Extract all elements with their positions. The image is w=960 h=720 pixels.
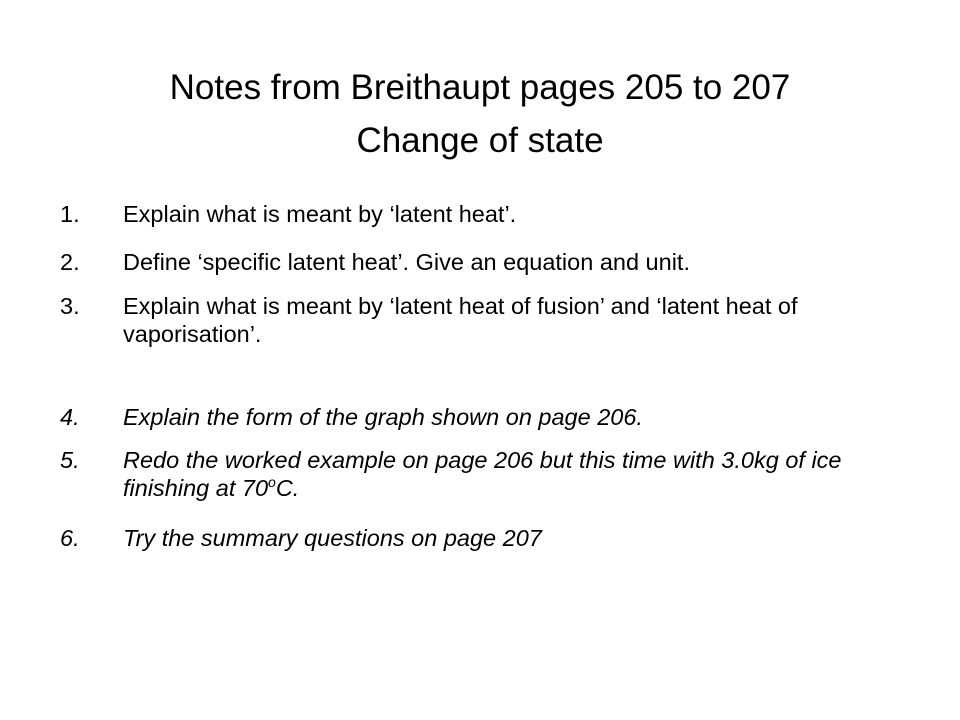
list-item	[60, 446, 920, 502]
item-text: Explain what is meant by ‘latent heat of fusion’ and ‘latent heat of vaporisation’.	[123, 293, 798, 347]
item-text-main: Redo the worked example on page 206 but this time with 3.0kg of ice finishing at 70	[123, 447, 842, 501]
degree-superscript: o	[268, 474, 276, 491]
item-text-tail: C.	[275, 475, 300, 501]
list-item	[60, 292, 920, 348]
item-number: 4.	[60, 404, 80, 430]
item-text: Try the summary questions on page 207	[123, 525, 542, 551]
list-item	[60, 403, 920, 431]
item-text: Explain the form of the graph shown on page 206.	[123, 404, 643, 430]
item-text: Explain what is meant by ‘latent heat’.	[123, 201, 517, 227]
item-number: 5.	[60, 447, 80, 473]
item-number: 1.	[60, 201, 80, 227]
list-item	[60, 200, 920, 228]
item-number: 6.	[60, 525, 80, 551]
title-line-2: Change of state	[356, 121, 604, 161]
item-number: 2.	[60, 249, 80, 275]
list-item	[60, 248, 920, 276]
slide-title	[40, 61, 920, 167]
title-line-1: Notes from Breithaupt pages 205 to 207	[169, 68, 791, 108]
list-item	[60, 524, 920, 552]
item-number: 3.	[60, 293, 80, 319]
item-text: Define ‘specific latent heat’. Give an equation and unit.	[123, 249, 690, 275]
item-text	[123, 446, 913, 502]
